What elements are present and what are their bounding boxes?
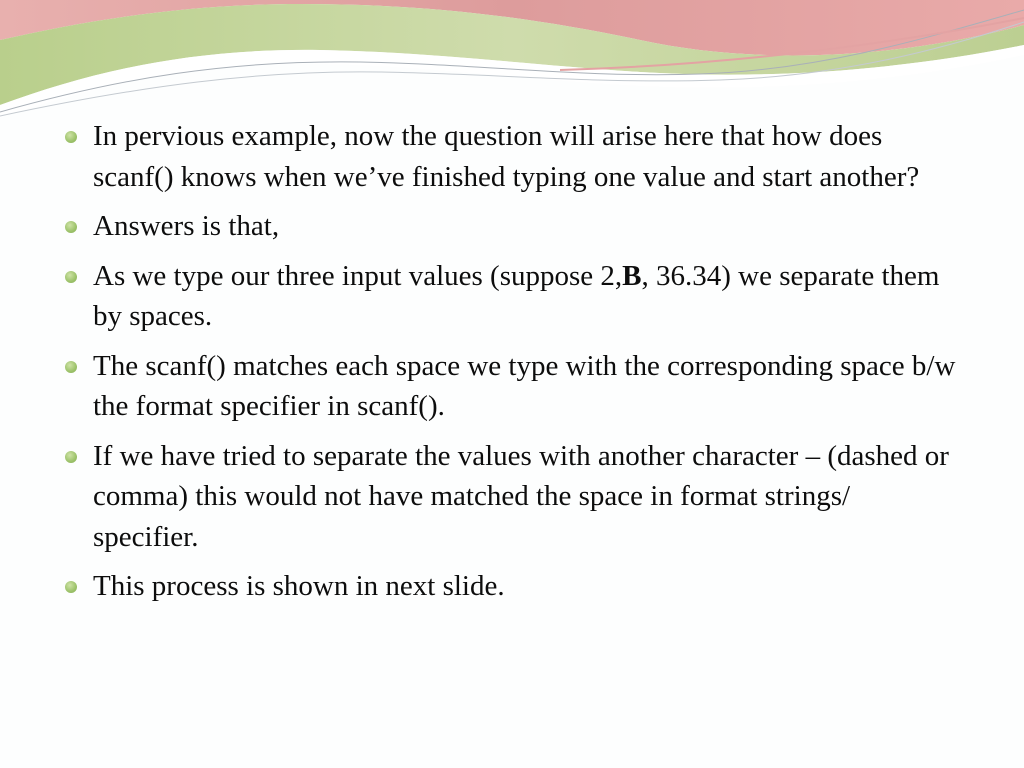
- bullet-item-1: [62, 116, 962, 197]
- bullet-item-2: [62, 206, 962, 247]
- bullet-text: If we have tried to separate the values with another character – (dashed or comma) this would not have matched the space in format strings/ specifier.: [93, 439, 949, 553]
- bullet-text: In pervious example, now the question will arise here that how does scanf() knows when we’ve finished typing one value and start another?: [93, 120, 920, 193]
- bullet-dot-icon: [65, 131, 77, 143]
- bullet-text-bold: B: [622, 259, 642, 292]
- bullet-item-3: [62, 256, 962, 337]
- bullet-text-before: As we type our three input values (suppose 2,: [93, 259, 623, 292]
- bullet-dot-icon: [65, 271, 77, 283]
- bullet-list: [62, 116, 962, 616]
- bullet-item-5: [62, 436, 962, 558]
- bullet-text-after: , 36.34) we separate them by spaces.: [93, 259, 940, 332]
- decorative-wave-banner: [0, 0, 1024, 120]
- bullet-text: Answers is that,: [93, 210, 280, 242]
- bullet-text: The scanf() matches each space we type with the corresponding space b/w the format specifier in scanf().: [93, 349, 956, 422]
- bullet-item-4: [62, 346, 962, 427]
- bullet-dot-icon: [65, 361, 77, 373]
- bullet-item-6: [62, 566, 962, 607]
- bullet-text: This process is shown in next slide.: [93, 570, 505, 602]
- bullet-dot-icon: [65, 581, 77, 593]
- bullet-dot-icon: [65, 451, 77, 463]
- bullet-dot-icon: [65, 221, 77, 233]
